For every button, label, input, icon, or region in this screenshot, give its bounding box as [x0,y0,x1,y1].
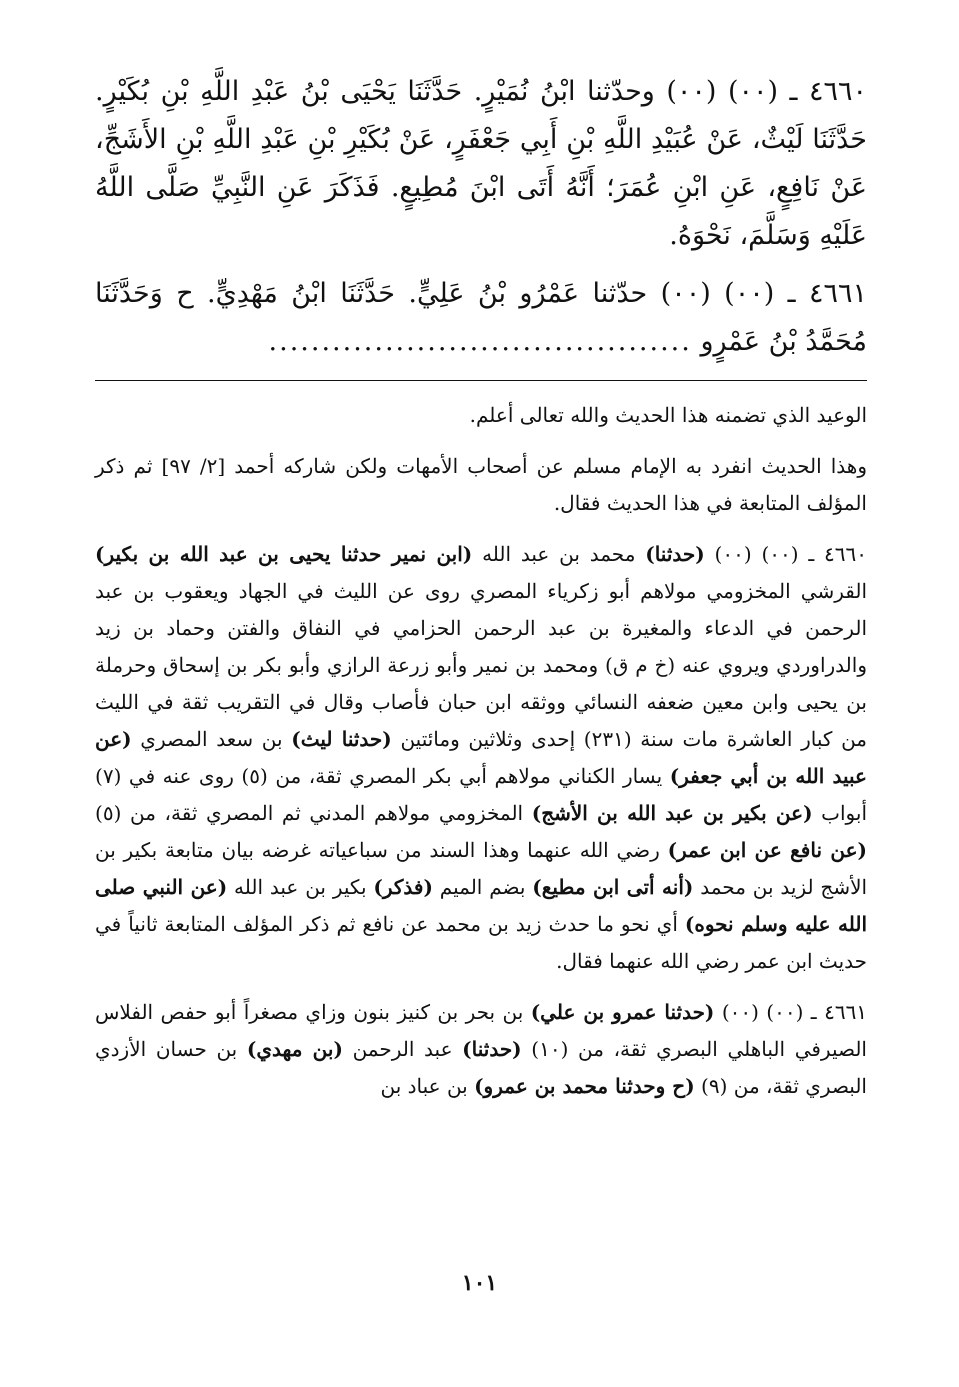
explanation-text: القرشي المخزومي مولاهم أبو زكرياء المصري روى عن الليث في الجهاد ويعقوب بن عبد الرحمن في الدعاء والمغيرة بن عبد الرحمن الحزامي في النفاق والفتن وحماد بن زيد والدراوردي ويروي عنه (خ م ق) ومحمد بن نمير وأبو زرعة الرازي وأبو بكر بن إسحاق وحرملة بن يحيى وابن معين ضعفه النسائي ووثقه ابن حبان فأصاب وقال في التقريب ثقة في الليث من كبار العاشرة مات سنة (٢٣١) إحدى وثلاثين ومائتين [95,579,868,751]
quoted-text: (ح وحدثنا محمد بن عمرو) [474,1074,695,1098]
commentary-number: ٤٦٦١ ـ (٠٠) (٠٠) [721,1000,868,1024]
quoted-text: (ابن نمير حدثنا يحيى بن عبد الله بن بكير) [95,542,473,566]
explanation-text: بن حسان الأزدي البصري ثقة، من (٩) [95,1037,867,1098]
quoted-text: (حدثنا عمرو بن علي) [530,1000,715,1024]
quoted-text: (بن مهدي) [246,1037,343,1061]
quoted-text: (حدثنا ليث) [291,727,392,751]
quoted-text: (فذكر) [373,875,433,899]
commentary-number: ٤٦٦٠ ـ (٠٠) (٠٠) [714,542,867,566]
commentary-4661 [95,994,867,1105]
quoted-text: (عن بكير بن عبد الله بن الأشج) [531,801,813,825]
explanation-text: عبد الرحمن [352,1037,453,1061]
separator-line [95,380,867,381]
quoted-text: (أنه أتى ابن مطيع) [532,875,694,899]
page-body [95,68,867,1119]
hadith-text: حدّثنا عَمْرُو بْنُ عَلِيٍّ. حَدَّثَنَا ابْنُ مَهْدِيٍّ. ح وَحَدَّثَنَا مُحَمَّدُ بْنُ عَمْرٍو [95,278,867,357]
quoted-text: (عن عبيد الله بن أبي جعفر) [95,727,867,788]
explanation-text: رضي الله عنهما وهذا السند من سباعياته غرضه بيان متابعة بكير بن الأشج لزيد بن محمد [95,838,868,899]
hadith-4661-matn [95,270,867,366]
hadith-text: وحدّثنا ابْنُ نُمَيْرٍ. حَدَّثَنَا يَحْيَى بْنُ عَبْدِ اللَّهِ بْنِ بُكَيْرٍ. حَدَّثَنَا لَيْثٌ، عَنْ عُبَيْدِ اللَّهِ بْنِ أَبِي جَعْفَرٍ، عَنْ بُكَيْرِ بْنِ عَبْدِ اللَّهِ بْنِ الأَشَجِّ، عَنْ نَافِعٍ، عَنِ ابْنِ عُمَرَ؛ أَنَّهُ أَتَى ابْنَ مُطِيعٍ. فَذَكَرَ عَنِ النَّبِيِّ صَلَّى اللَّهُ عَلَيْهِ وَسَلَّمَ، نَحْوَهُ. [95,76,867,251]
explanation-text: بن سعد المصري [140,727,283,751]
explanation-text: بكير بن عبد الله [234,875,367,899]
explanation-text: المخزومي مولاهم المدني ثم المصري ثقة، من (٥) [95,801,524,825]
commentary-note: وهذا الحديث انفرد به الإمام مسلم عن أصحاب الأمهات ولكن شاركه أحمد [٢/ ٩٧] ثم ذكر المؤلف المتابعة في هذا الحديث فقال. [95,454,867,515]
explanation-text: بن بحر بن كنيز بنون وزاي مصغراً أبو حفص الفلاس الصيرفي الباهلي البصري ثقة، من (١٠) [95,1000,867,1061]
explanation-text: محمد بن عبد الله [482,542,636,566]
explanation-text: بضم الميم [439,875,526,899]
commentary-intro: الوعيد الذي تضمنه هذا الحديث والله تعالى أعلم. [469,403,867,427]
page-number: ١٠١ [461,1270,498,1296]
explanation-text: يسار الكناني مولاهم أبي بكر المصري ثقة، من (٥) روى عنه في (٧) أبواب [95,764,868,825]
quoted-text: (عن النبي صلى الله عليه وسلم نحوه) [95,875,868,936]
continuation-dots: ........................................ [268,326,692,357]
hadith-number: ٤٦٦١ ـ (٠٠) (٠٠) [660,278,867,309]
quoted-text: (حدثنا) [462,1037,522,1061]
hadith-number: ٤٦٦٠ ـ (٠٠) (٠٠) [666,76,867,107]
explanation-text: بن عباد بن [380,1074,468,1098]
commentary-4660 [95,536,867,980]
quoted-text: (عن نافع عن ابن عمر) [667,838,868,862]
quoted-text: (حدثنا) [645,542,705,566]
explanation-text: أي نحو ما حدث زيد بن محمد عن نافع ثم ذكر المؤلف المتابعة ثانياً في حديث ابن عمر رضي الله عنهما فقال. [95,912,867,973]
hadith-4660-matn [95,68,867,260]
